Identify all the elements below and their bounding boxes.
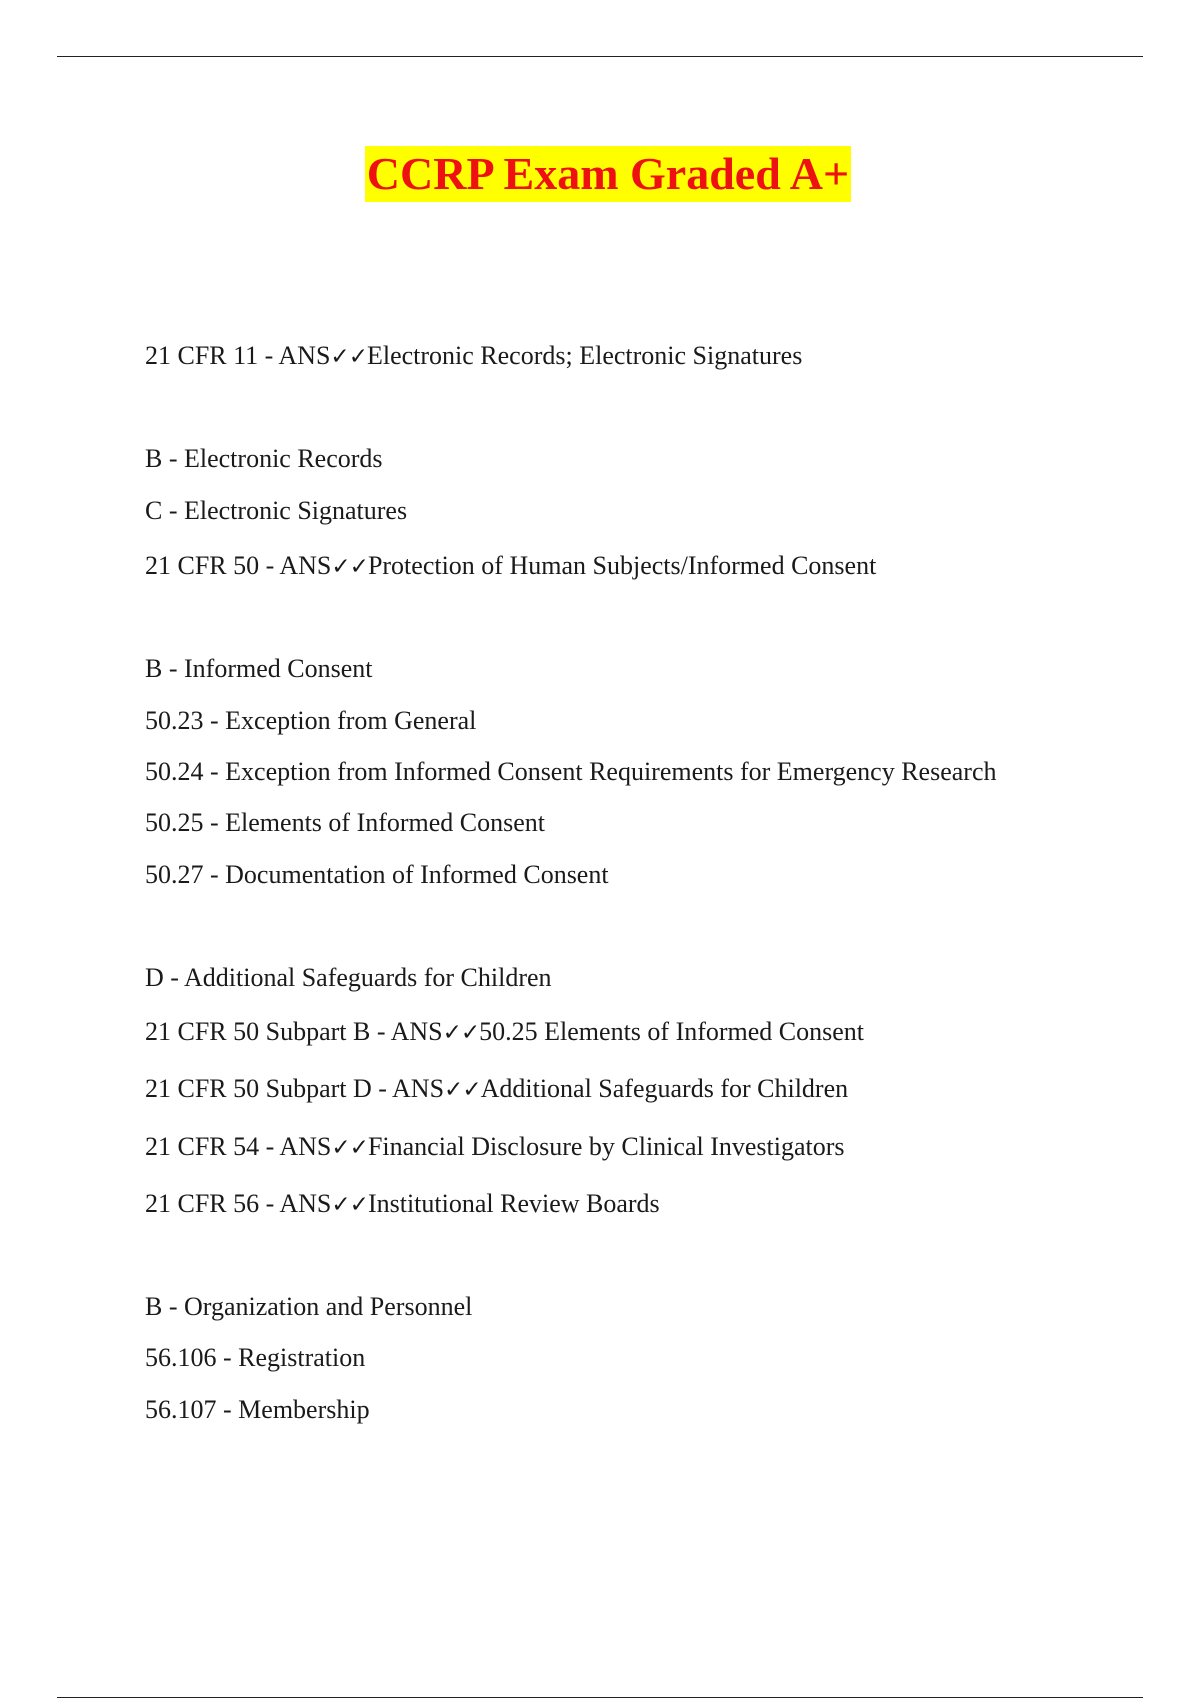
text-line: 50.25 - Elements of Informed Consent bbox=[145, 808, 546, 837]
text-line: 56.107 - Membership bbox=[145, 1395, 370, 1424]
text-line: 50.23 - Exception from General bbox=[145, 706, 477, 735]
qa-line bbox=[145, 341, 802, 372]
answer-text: Financial Disclosure by Clinical Investigators bbox=[367, 1132, 845, 1161]
qa-line bbox=[145, 1074, 848, 1105]
qa-line bbox=[145, 1017, 864, 1048]
text-line: 50.27 - Documentation of Informed Consent bbox=[145, 860, 609, 889]
answer-text: 50.25 Elements of Informed Consent bbox=[479, 1017, 865, 1046]
question-text: 21 CFR 11 - ANS bbox=[145, 341, 331, 370]
qa-line bbox=[145, 1132, 845, 1163]
check-mark-icon: ✓✓ bbox=[331, 1192, 368, 1218]
check-mark-icon: ✓✓ bbox=[330, 344, 367, 370]
qa-line bbox=[145, 1189, 660, 1220]
qa-line bbox=[145, 551, 876, 582]
text-line: B - Organization and Personnel bbox=[145, 1292, 473, 1321]
check-mark-icon: ✓✓ bbox=[331, 1135, 368, 1161]
question-text: 21 CFR 50 Subpart D - ANS bbox=[145, 1074, 445, 1103]
document-title: CCRP Exam Graded A+ bbox=[365, 146, 851, 202]
text-line: 56.106 - Registration bbox=[145, 1343, 366, 1372]
text-line: B - Informed Consent bbox=[145, 654, 373, 683]
question-text: 21 CFR 56 - ANS bbox=[145, 1189, 332, 1218]
text-line: B - Electronic Records bbox=[145, 444, 383, 473]
header-rule bbox=[57, 56, 1143, 57]
check-mark-icon: ✓✓ bbox=[331, 554, 368, 580]
answer-text: Institutional Review Boards bbox=[367, 1189, 660, 1218]
title-container bbox=[0, 146, 1200, 202]
text-line: C - Electronic Signatures bbox=[145, 496, 408, 525]
question-text: 21 CFR 54 - ANS bbox=[145, 1132, 332, 1161]
answer-text: Additional Safeguards for Children bbox=[480, 1074, 849, 1103]
answer-text: Protection of Human Subjects/Informed Consent bbox=[367, 551, 877, 580]
text-line: D - Additional Safeguards for Children bbox=[145, 963, 552, 992]
footer-rule bbox=[57, 1697, 1143, 1698]
question-text: 21 CFR 50 Subpart B - ANS bbox=[145, 1017, 443, 1046]
question-text: 21 CFR 50 - ANS bbox=[145, 551, 332, 580]
check-mark-icon: ✓✓ bbox=[444, 1077, 481, 1103]
answer-text: Electronic Records; Electronic Signatures bbox=[366, 341, 803, 370]
text-line: 50.24 - Exception from Informed Consent Requirements for Emergency Research bbox=[145, 757, 997, 786]
check-mark-icon: ✓✓ bbox=[442, 1020, 480, 1046]
